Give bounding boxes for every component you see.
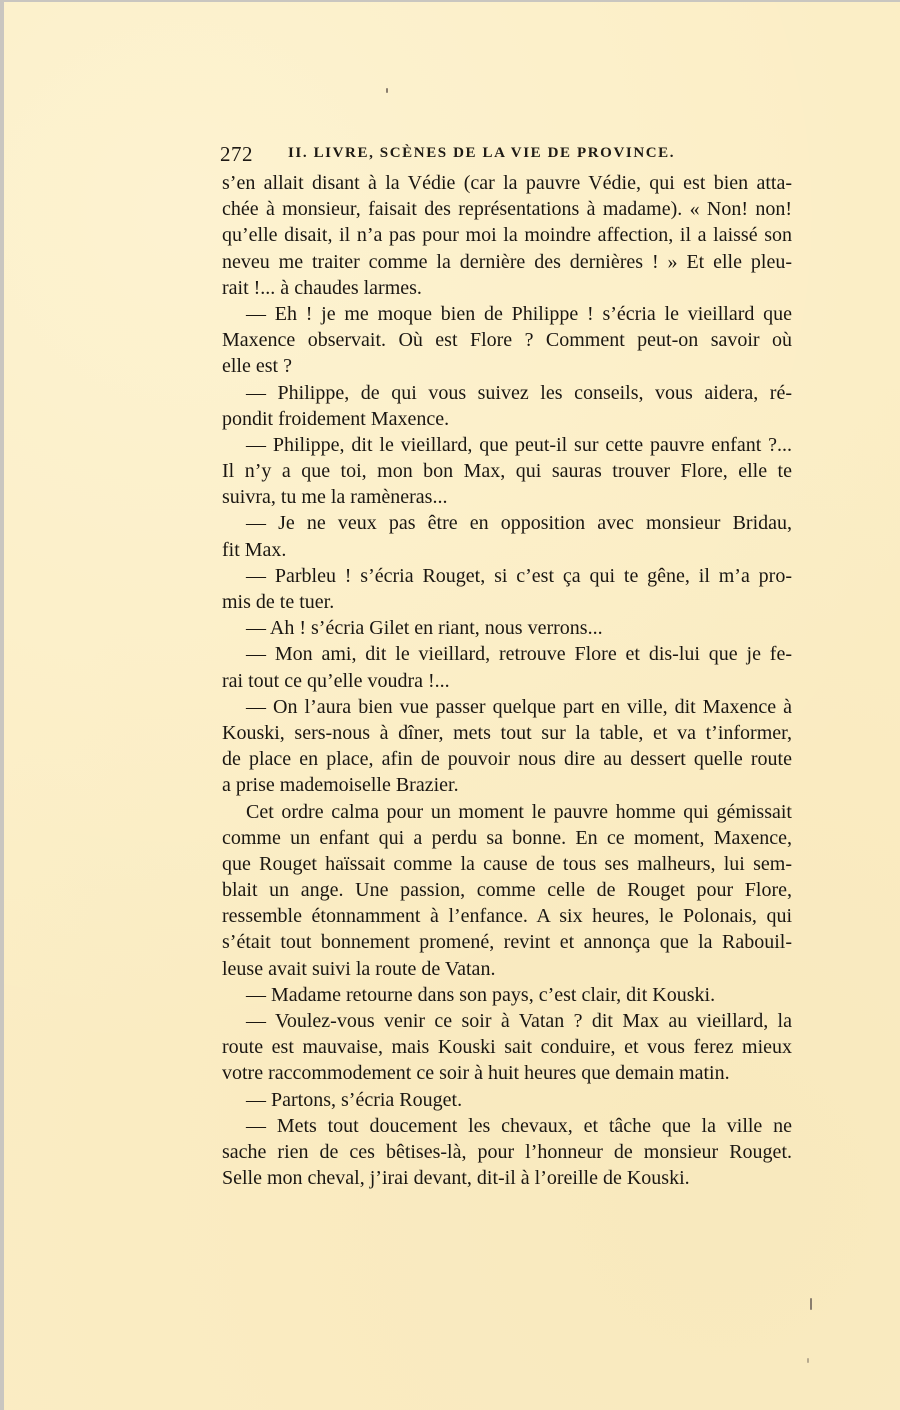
- text-line: Kouski, sers-nous à dîner, mets tout sur la table, et va t’informer,: [222, 721, 792, 744]
- text-line: elle est ?: [222, 355, 292, 378]
- text-line: mis de te tuer.: [222, 591, 335, 613]
- text-line: rai tout ce qu’elle voudra !...: [222, 669, 450, 692]
- text-line: comme un enfant qui a perdu sa bonne. En ce moment, Maxence,: [222, 826, 792, 849]
- text-line: — Partons, s’écria Rouget.: [246, 1088, 463, 1111]
- text-line: s’en allait disant à la Védie (car la pauvre Védie, qui est bien atta-: [222, 172, 792, 194]
- text-line: qu’elle disait, il n’a pas pour moi la moindre affection, il a laissé son: [222, 224, 792, 247]
- paper-speck: [810, 1298, 812, 1310]
- text-line: de place en place, afin de pouvoir nous dire au dessert quelle route: [222, 748, 792, 771]
- page-header: [220, 142, 720, 170]
- text-line: — Je ne veux pas être en opposition avec monsieur Bridau,: [246, 512, 792, 535]
- text-line: ressemble étonnamment à l’enfance. A six heures, le Polonais, qui: [222, 905, 792, 928]
- text-line: route est mauvaise, mais Kouski sait conduire, et vous ferez mieux: [222, 1036, 792, 1059]
- text-line: que Rouget haïssait comme la cause de tous ses malheurs, lui sem-: [222, 852, 792, 875]
- text-line: — Madame retourne dans son pays, c’est clair, dit Kouski.: [246, 983, 716, 1006]
- text-line: votre raccommodement ce soir à huit heures que demain matin.: [222, 1062, 730, 1085]
- text-line: — Mon ami, dit le vieillard, retrouve Flore et dis-lui que je fe-: [246, 643, 792, 666]
- text-line: s’était tout bonnement promené, revint et annonça que la Rabouil-: [222, 931, 792, 954]
- text-line: — Eh ! je me moque bien de Philippe ! s’écria le vieillard que: [246, 302, 792, 325]
- text-line: — Philippe, dit le vieillard, que peut-il sur cette pauvre enfant ?...: [246, 433, 792, 456]
- text-line: — On l’aura bien vue passer quelque part en ville, dit Maxence à: [246, 695, 792, 718]
- text-line: sache rien de ces bêtises-là, pour l’honneur de monsieur Rouget.: [222, 1140, 792, 1163]
- text-line: — Ah ! s’écria Gilet en riant, nous verrons...: [246, 617, 603, 640]
- paper-speck: [807, 1358, 809, 1363]
- text-line: suivra, tu me la ramèneras...: [222, 486, 448, 509]
- book-page: [4, 2, 900, 1410]
- text-line: blait un ange. Une passion, comme celle de Rouget pour Flore,: [222, 879, 792, 902]
- paper-speck: [386, 88, 388, 93]
- text-line: fit Max.: [222, 538, 287, 561]
- text-line: — Voulez-vous venir ce soir à Vatan ? dit Max au vieillard, la: [246, 1010, 792, 1032]
- text-line: a prise mademoiselle Brazier.: [222, 774, 459, 797]
- text-line: rait !... à chaudes larmes.: [222, 276, 422, 299]
- text-line: — Parbleu ! s’écria Rouget, si c’est ça qui te gêne, il m’a pro-: [246, 564, 792, 587]
- body-text: [222, 170, 792, 1191]
- text-line: leuse avait suivi la route de Vatan.: [222, 957, 496, 980]
- page-number: 272: [220, 142, 253, 166]
- text-line: pondit froidement Maxence.: [222, 407, 450, 430]
- text-line: Il n’y a que toi, mon bon Max, qui sauras trouver Flore, elle te: [222, 460, 792, 483]
- running-head: II. LIVRE, SCÈNES DE LA VIE DE PROVINCE.: [288, 145, 676, 161]
- text-line: — Philippe, de qui vous suivez les conseils, vous aidera, ré-: [246, 381, 792, 404]
- text-line: Selle mon cheval, j’irai devant, dit-il à l’oreille de Kouski.: [222, 1167, 690, 1190]
- text-line: neveu me traiter comme la dernière des dernières ! » Et elle pleu-: [222, 250, 792, 273]
- text-line: Cet ordre calma pour un moment le pauvre homme qui gémissait: [246, 800, 792, 823]
- text-line: chée à monsieur, faisait des représentations à madame). « Non! non!: [222, 198, 792, 221]
- text-line: Maxence observait. Où est Flore ? Comment peut-on savoir où: [222, 329, 792, 352]
- text-line: — Mets tout doucement les chevaux, et tâche que la ville ne: [246, 1114, 792, 1137]
